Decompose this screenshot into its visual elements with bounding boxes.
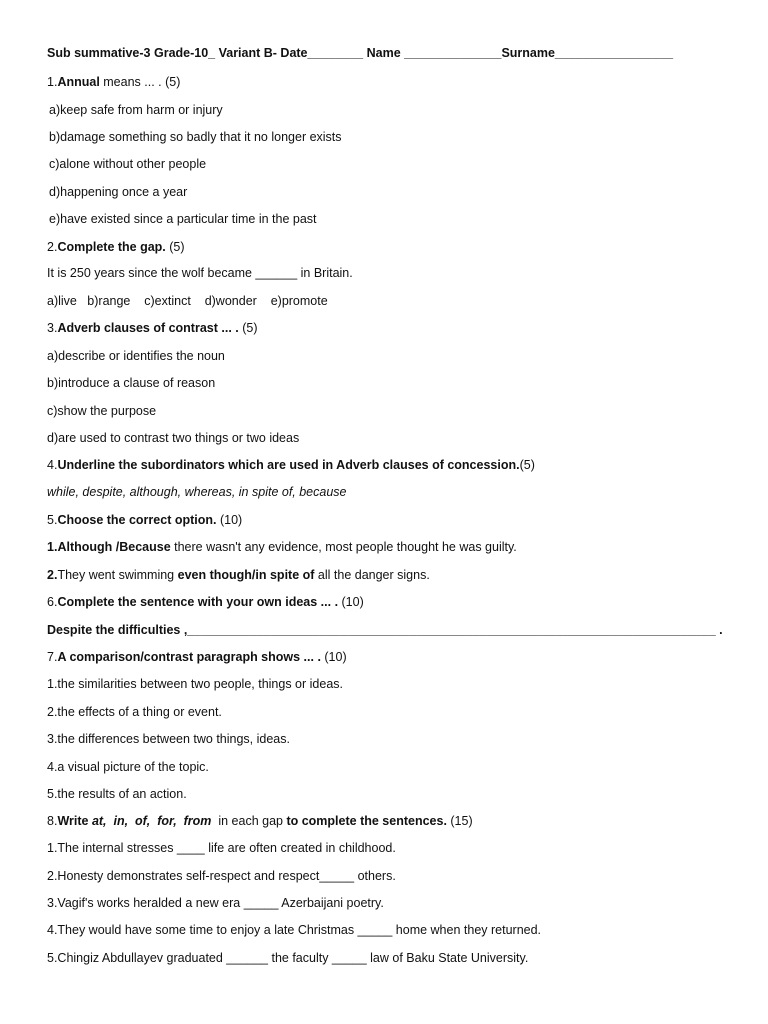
question-5-stem: 5.Choose the correct option. (10) — [47, 513, 243, 527]
question-7-stem: 7.A comparison/contrast paragraph shows ... . (10) — [47, 650, 347, 664]
question-8-item-4: 4.They would have some time to enjoy a late Christmas _____ home when they returned. — [47, 923, 542, 937]
question-1-option-d: d)happening once a year — [49, 185, 188, 199]
question-6-sentence: Despite the difficulties ,____________________________________________________________________________ . — [47, 623, 723, 637]
question-4-stem: 4.Underline the subordinators which are used in Adverb clauses of concession.(5) — [47, 458, 535, 472]
question-7-option-1: 1.the similarities between two people, things or ideas. — [47, 677, 343, 691]
question-1-option-a: a)keep safe from harm or injury — [49, 103, 223, 117]
question-3-option-d: d)are used to contrast two things or two ideas — [47, 431, 300, 445]
question-8-item-3: 3.Vagif's works heralded a new era _____ Azerbaijani poetry. — [47, 896, 384, 910]
question-1-option-e: e)have existed since a particular time in the past — [49, 212, 317, 226]
question-1-option-b: b)damage something so badly that it no longer exists — [49, 130, 342, 144]
question-1-stem: 1.Annual means ... . (5) — [47, 75, 181, 89]
question-8-item-5: 5.Chingiz Abdullayev graduated ______ the faculty _____ law of Baku State University. — [47, 951, 529, 965]
question-6-stem: 6.Complete the sentence with your own ideas ... . (10) — [47, 595, 364, 609]
question-3-stem: 3.Adverb clauses of contrast ... . (5) — [47, 321, 258, 335]
worksheet-header: Sub summative-3 Grade-10_ Variant B- Date________ Name ______________Surname_________________ — [47, 46, 674, 60]
question-7-option-4: 4.a visual picture of the topic. — [47, 760, 209, 774]
question-3-option-a: a)describe or identifies the noun — [47, 349, 225, 363]
question-4-words: while, despite, although, whereas, in spite of, because — [47, 485, 347, 499]
question-7-option-2: 2.the effects of a thing or event. — [47, 705, 222, 719]
question-3-option-c: c)show the purpose — [47, 404, 157, 418]
question-7-option-5: 5.the results of an action. — [47, 787, 187, 801]
question-2-stem: 2.Complete the gap. (5) — [47, 240, 185, 254]
question-8-stem: 8.Write at, in, of, for, from in each gap to complete the sentences. (15) — [47, 814, 473, 828]
question-8-item-1: 1.The internal stresses ____ life are often created in childhood. — [47, 841, 396, 855]
question-7-option-3: 3.the differences between two things, ideas. — [47, 732, 290, 746]
question-8-item-2: 2.Honesty demonstrates self-respect and respect_____ others. — [47, 869, 396, 883]
question-2-sentence: It is 250 years since the wolf became ______ in Britain. — [47, 266, 353, 280]
question-5-item-1: 1.Although /Because there wasn't any evidence, most people thought he was guilty. — [47, 540, 517, 554]
question-3-option-b: b)introduce a clause of reason — [47, 376, 216, 390]
question-5-item-2: 2.They went swimming even though/in spite of all the danger signs. — [47, 568, 430, 582]
question-2-options: a)live b)range c)extinct d)wonder e)promote — [47, 294, 328, 308]
question-1-option-c: c)alone without other people — [49, 157, 207, 171]
